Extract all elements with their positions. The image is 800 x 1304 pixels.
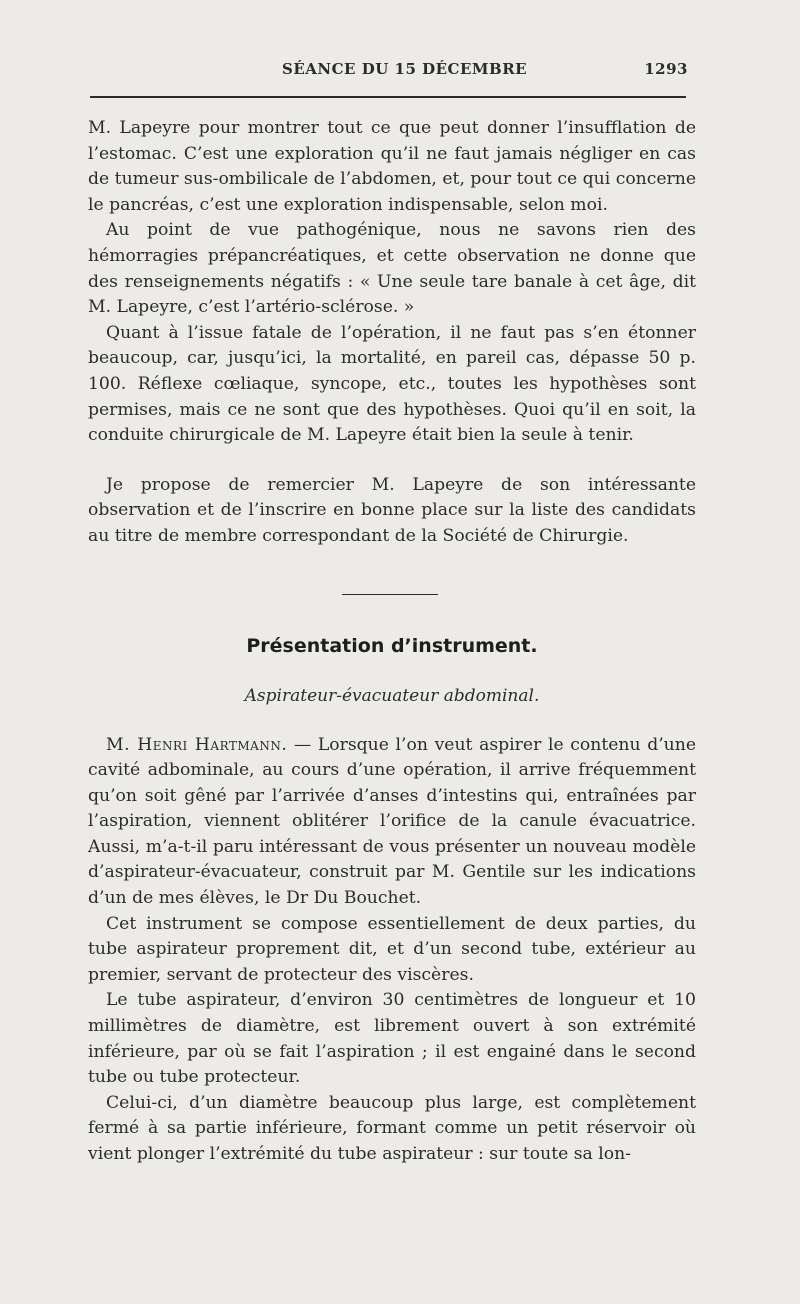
paragraph-text: — Lorsque l’on veut aspirer le contenu d’une cavité adbominale, au cours d’une opération, il arrive fréquemment qu’on soit gêné par l’arrivée d’anses d’intestins qui, entraînées par l’aspiration, viennent oblitérer l’orifice de la canule évacuatrice. Aussi, m’a-t-il paru intéressant de vous présenter un nouveau modèle d’aspirateur-évacuateur, construit par M. Gentile sur les indications d’un de mes élèves, le Dr Du Bouchet. xyxy=(88,734,696,909)
section-subtitle: Aspirateur-évacuateur abdominal. xyxy=(244,685,540,706)
paragraph: M. Lapeyre pour montrer tout ce que peut donner l’insufflation de l’estomac. C’est une exploration qu’il ne faut jamais négliger en cas de tumeur sus-ombilicale de l’abdomen, et, pour tout ce qui concerne le pancréas, c’est une exploration indispensable, selon moi. xyxy=(88,118,696,215)
paragraph-spacer xyxy=(88,449,696,473)
section-spacer xyxy=(88,706,696,733)
section-separator xyxy=(342,594,438,595)
paragraph: Quant à l’issue fatale de l’opération, il ne faut pas s’en étonner beaucoup, car, jusqu’ici, la mortalité, en pareil cas, dépasse 50 p. 100. Réflexe cœliaque, syncope, etc., toutes les hypothèses sont permises, mais ce ne sont que des hypothèses. Quoi qu’il en soit, la conduite chirurgicale de M. Lapeyre était bien la seule à tenir. xyxy=(88,322,696,446)
running-title: SÉANCE DU 15 DÉCEMBRE xyxy=(282,60,528,78)
paragraph: Celui-ci, d’un diamètre beaucoup plus large, est complètement fermé à sa partie inférieure, formant comme un petit réservoir où vient plonger l’extrémité du tube aspirateur : sur toute sa lon- xyxy=(88,1092,696,1164)
page-number: 1293 xyxy=(644,60,688,78)
running-head xyxy=(88,60,688,84)
header-rule xyxy=(90,96,686,98)
speaker-name: M. Henri Hartmann. xyxy=(106,734,288,755)
paragraph: Le tube aspirateur, d’environ 30 centimètres de longueur et 10 millimètres de diamètre, est librement ouvert à son extrémité inférieure, par où se fait l’aspiration ; il est engainé dans le second tube ou tube protecteur. xyxy=(88,990,696,1088)
paragraph: Au point de vue pathogénique, nous ne savons rien des hémorragies prépancréatiques, et cette observation ne donne que des renseignements négatifs : « Une seule tare banale à cet âge, dit M. Lapeyre, c’est l’artério-sclérose. » xyxy=(88,220,696,318)
paragraph: Je propose de remercier M. Lapeyre de son intéressante observation et de l’inscrire en bonne place sur la liste des candidats au titre de membre correspondant de la Société de Chirurgie. xyxy=(88,474,696,546)
page-body xyxy=(88,116,696,1168)
paragraph xyxy=(88,733,696,912)
paragraph: Cet instrument se compose essentiellement de deux parties, du tube aspirateur proprement dit, et d’un second tube, extérieur au premier, servant de protecteur des viscères. xyxy=(88,913,696,985)
section-title: Présentation d’instrument. xyxy=(246,634,538,657)
